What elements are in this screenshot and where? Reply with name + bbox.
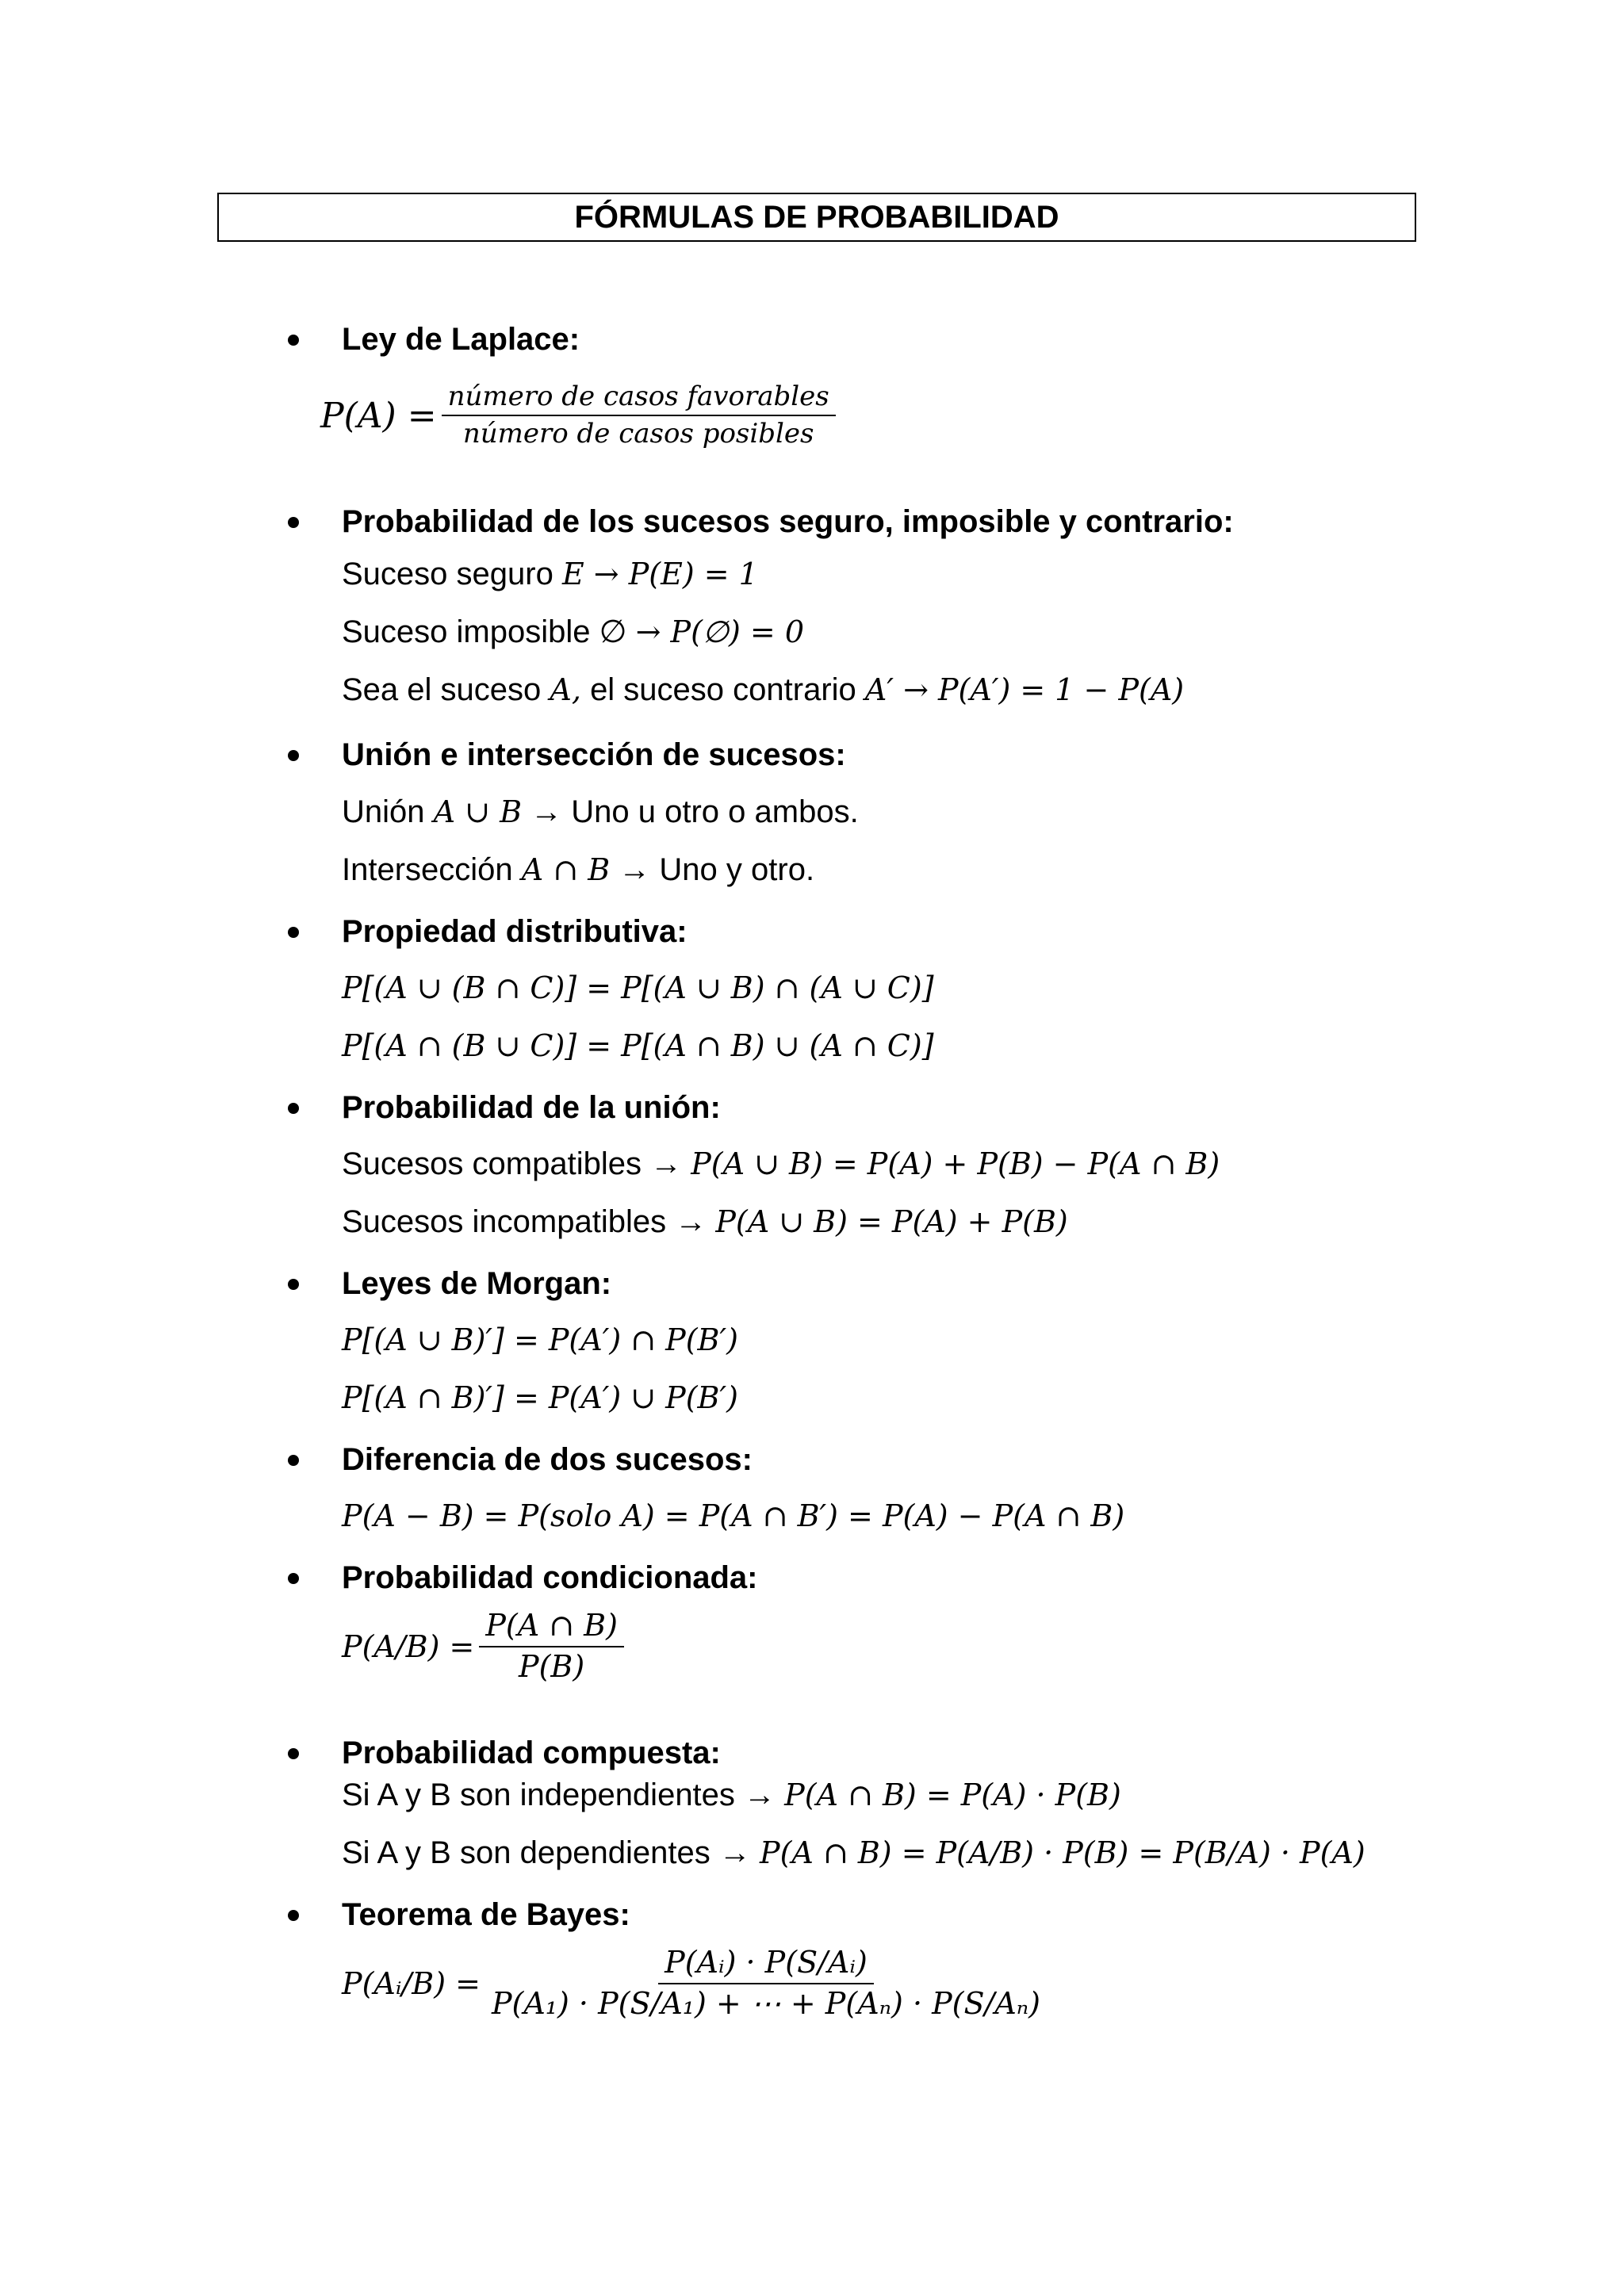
bayes-numerator: P(Aᵢ) · P(S/Aᵢ) — [658, 1946, 874, 1984]
section-heading-union-interseccion: Unión e intersección de sucesos: — [342, 737, 846, 772]
formula-line — [342, 1203, 1068, 1241]
conditional-fraction — [479, 1609, 624, 1684]
conditional-formula — [342, 1609, 629, 1684]
laplace-denominator: número de casos posibles — [462, 418, 814, 450]
line-text: el suceso contrario — [590, 672, 856, 707]
laplace-fraction — [442, 382, 836, 450]
line-text: Si A y B son dependientes → — [342, 1835, 751, 1870]
line-text: Sucesos compatibles → — [342, 1146, 683, 1181]
bullet-icon — [288, 1910, 299, 1921]
section-heading-diferencia: Diferencia de dos sucesos: — [342, 1442, 753, 1477]
bayes-fraction — [485, 1946, 1047, 2021]
formula-line: P[(A ∪ B)′] = P(A′) ∩ P(B′) — [342, 1322, 738, 1357]
line-math: P(A ∩ B) = P(A) · P(B) — [784, 1777, 1121, 1812]
laplace-numerator: número de casos favorables — [442, 382, 836, 416]
line-math: A, — [550, 672, 581, 707]
laplace-formula — [320, 382, 841, 450]
formula-line: P(A − B) = P(solo A) = P(A ∩ B′) = P(A) − P(A ∩ B) — [342, 1498, 1125, 1533]
bullet-icon — [288, 1279, 299, 1290]
section-heading-distributiva: Propiedad distributiva: — [342, 914, 688, 949]
formula-line — [342, 613, 804, 651]
line-math: → P(∅) = 0 — [635, 614, 804, 649]
conditional-numerator: P(A ∩ B) — [479, 1609, 624, 1647]
section-heading-laplace: Ley de Laplace: — [342, 322, 580, 357]
line-text: Suceso seguro — [342, 557, 553, 591]
line-text: Si A y B son independientes → — [342, 1777, 776, 1812]
formula-line — [342, 1145, 1220, 1183]
section-heading-seguro-imposible-contrario: Probabilidad de los sucesos seguro, imposible y contrario: — [342, 504, 1234, 539]
line-text: Suceso imposible ∅ — [342, 614, 627, 649]
line-math: P(A ∪ B) = P(A) + P(B) − P(A ∩ B) — [691, 1146, 1220, 1181]
formula-line — [342, 851, 814, 889]
formula-line: P[(A ∩ B)′] = P(A′) ∪ P(B′) — [342, 1380, 738, 1415]
line-text: Sucesos incompatibles → — [342, 1204, 707, 1239]
line-text: Unión — [342, 794, 425, 829]
bullet-icon — [288, 1103, 299, 1114]
bullet-icon — [288, 517, 299, 528]
conditional-denominator: P(B) — [519, 1648, 585, 1684]
section-heading-compuesta: Probabilidad compuesta: — [342, 1735, 721, 1770]
bullet-icon — [288, 927, 299, 938]
formula-line — [342, 555, 758, 593]
bullet-icon — [288, 1455, 299, 1466]
line-text: Sea el suceso — [342, 672, 542, 707]
line-math: A ∪ B — [433, 794, 523, 829]
bayes-denominator: P(A₁) · P(S/A₁) + ⋯ + P(Aₙ) · P(S/Aₙ) — [491, 1985, 1041, 2021]
line-text: → Uno u otro o ambos. — [530, 794, 859, 829]
line-math: P(A ∩ B) = P(A/B) · P(B) = P(B/A) · P(A) — [760, 1835, 1365, 1870]
line-text: → Uno y otro. — [619, 852, 815, 887]
bullet-icon — [288, 750, 299, 761]
line-math: A′ → P(A′) = 1 − P(A) — [864, 672, 1185, 707]
formula-line — [342, 1834, 1365, 1872]
page-title: FÓRMULAS DE PROBABILIDAD — [217, 193, 1416, 242]
laplace-lhs: P(A) = — [320, 395, 437, 436]
section-heading-morgan: Leyes de Morgan: — [342, 1266, 612, 1301]
formula-line — [342, 1776, 1121, 1814]
line-math: A ∩ B — [521, 852, 611, 887]
section-heading-bayes: Teorema de Bayes: — [342, 1897, 630, 1932]
formula-line: P[(A ∩ (B ∪ C)] = P[(A ∩ B) ∪ (A ∩ C)] — [342, 1028, 934, 1063]
line-text: Intersección — [342, 852, 513, 887]
formula-line: P[(A ∪ (B ∩ C)] = P[(A ∪ B) ∩ (A ∪ C)] — [342, 970, 934, 1005]
formula-line — [342, 671, 1184, 709]
line-math: E → P(E) = 1 — [561, 557, 758, 591]
bullet-icon — [288, 1748, 299, 1759]
conditional-lhs: P(A/B) = — [342, 1628, 475, 1664]
bayes-formula — [342, 1946, 1051, 2021]
section-heading-union-probabilidad: Probabilidad de la unión: — [342, 1090, 721, 1125]
bayes-lhs: P(Aᵢ/B) = — [342, 1965, 481, 2001]
section-heading-condicionada: Probabilidad condicionada: — [342, 1560, 758, 1595]
formula-line — [342, 793, 859, 831]
line-math: P(A ∪ B) = P(A) + P(B) — [715, 1204, 1068, 1239]
bullet-icon — [288, 335, 299, 346]
bullet-icon — [288, 1573, 299, 1584]
